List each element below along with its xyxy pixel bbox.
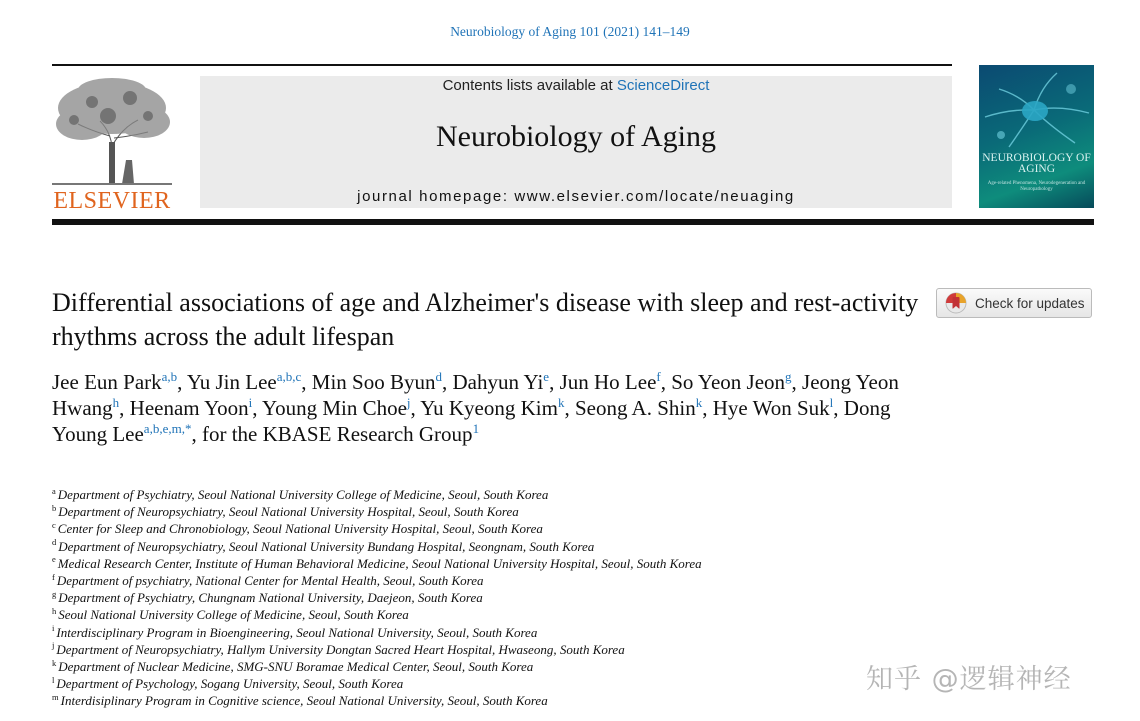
check-for-updates-button[interactable] <box>936 288 1092 318</box>
affiliation-text: Department of psychiatry, National Center for Mental Health, Seoul, South Korea <box>56 572 484 588</box>
article-title: Differential associations of age and Alzheimer's disease with sleep and rest-activity rhythms across the adult lifespan <box>52 288 919 351</box>
check-for-updates-label: Check for updates <box>975 295 1085 311</box>
affiliation-item <box>52 624 952 641</box>
author-name[interactable]: Seong A. Shin <box>574 396 696 420</box>
author-name[interactable]: Jee Eun Park <box>52 370 162 394</box>
journal-citation-link[interactable]: Neurobiology of Aging 101 (2021) 141–149 <box>450 24 690 39</box>
affiliation-text: Department of Psychiatry, Seoul National University College of Medicine, Seoul, South Korea <box>57 487 549 502</box>
affiliation-key: c <box>52 520 56 531</box>
affiliation-text: Seoul National University College of Medicine, Seoul, South Korea <box>58 607 409 623</box>
header-rule-bottom <box>52 219 1094 225</box>
affiliation-item <box>52 675 952 692</box>
affiliation-item <box>52 641 952 658</box>
affiliation-item <box>52 520 952 537</box>
contents-availability <box>200 77 952 94</box>
author-name[interactable]: So Yeon Jeon <box>671 370 786 394</box>
header-rule-top <box>52 64 952 66</box>
affiliation-key: a <box>52 485 56 496</box>
research-group: , for the KBASE Research Group <box>191 422 473 446</box>
affiliation-item <box>52 503 952 520</box>
affiliation-text: Medical Research Center, Institute of Human Behavioral Medicine, Seoul National University Hospital, Seoul, South Korea <box>57 555 702 571</box>
affiliation-text: Interdisciplinary Program in Bioengineering, Seoul National University, Seoul, South Korea <box>56 624 538 640</box>
elsevier-tree-icon <box>52 76 172 186</box>
affiliation-key: f <box>52 571 55 582</box>
author-name[interactable]: Young Min Choe <box>262 396 407 420</box>
affiliation-text: Interdisiplinary Program in Cognitive science, Seoul National University, Seoul, South Korea <box>60 693 548 709</box>
author-affiliation-marker[interactable]: d <box>435 369 442 384</box>
contents-prefix: Contents lists available at <box>442 77 617 94</box>
affiliation-key: k <box>52 657 57 668</box>
affiliation-list <box>52 486 952 709</box>
cover-subtitle: Age-related Phenomena, Neurodegeneration and Neuropathology <box>987 181 1086 192</box>
author-affiliation-marker[interactable]: a,b,e,m,* <box>143 421 192 436</box>
affiliation-item <box>52 486 952 503</box>
affiliation-item <box>52 555 952 572</box>
affiliation-key: e <box>52 554 56 565</box>
affiliation-key: h <box>52 605 57 616</box>
author-name[interactable]: Dahyun Yi <box>452 370 544 394</box>
author-name[interactable]: Yu Kyeong Kim <box>420 396 558 420</box>
affiliation-key: d <box>52 537 57 548</box>
author-affiliation-marker[interactable]: f <box>656 369 661 384</box>
author-name[interactable]: Min Soo Byun <box>311 370 436 394</box>
author-affiliation-marker[interactable]: e <box>543 369 550 384</box>
author-name[interactable]: Heenam Yoon <box>129 396 249 420</box>
affiliation-key: j <box>52 640 55 651</box>
author-affiliation-marker[interactable]: i <box>248 395 253 410</box>
author-affiliation-marker[interactable]: j <box>406 395 411 410</box>
affiliation-item <box>52 589 952 606</box>
affiliation-text: Department of Psychiatry, Chungnam National University, Daejeon, South Korea <box>58 590 483 606</box>
affiliation-text: Department of Neuropsychiatry, Seoul National University Hospital, Seoul, South Korea <box>58 504 519 520</box>
affiliation-item <box>52 572 952 589</box>
affiliation-text: Department of Psychology, Sogang University, Seoul, South Korea <box>56 676 404 692</box>
author-affiliation-marker[interactable]: k <box>557 395 565 410</box>
author-affiliation-marker[interactable]: l <box>829 395 834 410</box>
author-name[interactable]: Yu Jin Lee <box>186 370 277 394</box>
elsevier-wordmark: ELSEVIER <box>53 188 171 214</box>
affiliation-text: Department of Neuropsychiatry, Seoul National University Bundang Hospital, Seongnam, South Korea <box>58 538 595 554</box>
author-affiliation-marker[interactable]: k <box>695 395 703 410</box>
affiliation-key: b <box>52 502 57 513</box>
affiliation-item <box>52 606 952 623</box>
affiliation-item <box>52 692 952 709</box>
author-affiliation-marker[interactable]: h <box>112 395 120 410</box>
research-group-marker[interactable]: 1 <box>472 421 480 436</box>
affiliation-key: i <box>52 623 55 634</box>
cover-title: NEUROBIOLOGY OF AGING <box>982 152 1091 175</box>
affiliation-key: m <box>52 691 59 702</box>
author-name[interactable]: Dong Young Lee <box>52 396 891 446</box>
author-name[interactable]: Jun Ho Lee <box>559 370 657 394</box>
affiliation-item <box>52 538 952 555</box>
author-affiliation-marker[interactable]: a,b,c <box>276 369 302 384</box>
author-affiliation-marker[interactable]: g <box>785 369 792 384</box>
crossmark-icon <box>945 292 967 314</box>
author-name[interactable]: Hye Won Suk <box>712 396 830 420</box>
zhihu-watermark: 知乎 @逻辑神经 <box>866 664 1072 695</box>
author-affiliation-marker[interactable]: a,b <box>161 369 178 384</box>
author-list: Jee Eun Park$^{a,b}$, Yu Jin Lee$^{a,b,c}$, Min Soo Byun$^d$, Dahyun Yi$^e$, Jun Ho Lee$^f$, So Yeon Jeon$^g$, Jeong Yeon Hwang$^h$, Heenam Yoon$^i$, Young Min Choe$^j$, Yu Kyeong Kim$^k$, Seong A. Shin$^k$, Hye Won Suk$^l$, Dong Young Lee$^{a,b,e,m,*}$, for the KBASE Research Group$^1$ <box>52 369 899 446</box>
sciencedirect-link[interactable]: ScienceDirect <box>616 77 710 94</box>
affiliation-text: Department of Nuclear Medicine, SMG-SNU Boramae Medical Center, Seoul, South Korea <box>58 658 534 674</box>
journal-cover-image[interactable] <box>979 65 1094 208</box>
affiliation-text: Center for Sleep and Chronobiology, Seoul National University Hospital, Seoul, South Korea <box>57 521 543 537</box>
affiliation-key: l <box>52 674 55 685</box>
journal-homepage-link[interactable]: journal homepage: www.elsevier.com/locate/neuaging <box>357 188 795 205</box>
author-name[interactable]: Jeong Yeon Hwang <box>52 370 899 420</box>
affiliation-text: Department of Neuropsychiatry, Hallym University Dongtan Sacred Heart Hospital, Hwaseong, South Korea <box>56 641 625 657</box>
affiliation-item <box>52 658 952 675</box>
journal-name: Neurobiology of Aging <box>436 120 716 153</box>
affiliation-key: g <box>52 588 57 599</box>
